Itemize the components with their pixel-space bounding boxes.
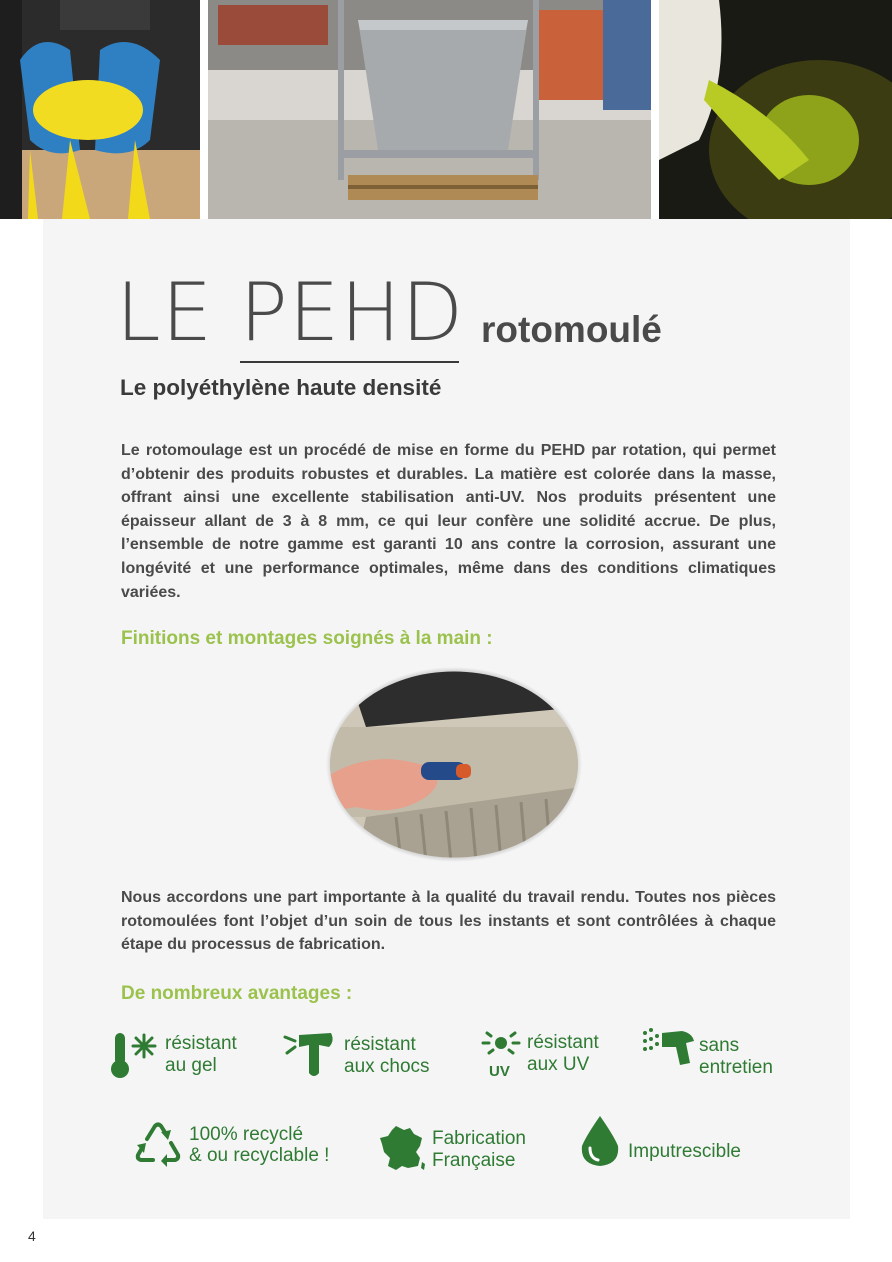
finitions-heading: Finitions et montages soignés à la main : [121, 628, 493, 649]
advantage-label: & ou recyclable ! [189, 1145, 330, 1166]
advantage-label: résistant [165, 1033, 237, 1054]
advantage-label: aux chocs [344, 1056, 430, 1077]
advantage-recyclable [133, 1121, 363, 1181]
uv-icon-text: UV [489, 1063, 510, 1080]
france-map-icon [378, 1124, 426, 1172]
advantage-label: aux UV [527, 1054, 590, 1075]
advantage-maintenance-free [642, 1027, 792, 1087]
advantages-heading: De nombreux avantages : [121, 983, 353, 1004]
advantage-label: entretien [699, 1057, 773, 1078]
advantage-label: au gel [165, 1055, 217, 1076]
advantage-label: résistant [527, 1032, 599, 1053]
quality-paragraph: Nous accordons une part importante à la qualité du travail rendu. Toutes nos pièces rotomoulées font l’objet d’un soin de tous les instants et sont contrôlées à chaque étape du processus de fabrication. [121, 889, 776, 954]
hammer-icon [283, 1031, 338, 1081]
advantage-rot-proof [578, 1114, 768, 1174]
advantage-label: Imputrescible [628, 1141, 741, 1162]
photo-hand-finishing [326, 667, 582, 862]
photo-green-powder-mold [659, 0, 892, 219]
advantage-label: Fabrication [432, 1128, 526, 1149]
sun-uv-icon [481, 1031, 526, 1081]
advantage-label: sans [699, 1035, 740, 1056]
header-photo-strip [0, 0, 892, 219]
page-number: 4 [28, 1228, 36, 1244]
water-drop-icon [578, 1114, 622, 1168]
title-main: LE PEHD [116, 266, 465, 359]
intro-paragraph: Le rotomoulage est un procédé de mise en forme du PEHD par rotation, qui permet d’obtenir des produits robustes et durables. La matière est colorée dans la masse, offrant ainsi une excellente stabilisation anti-UV. Nos produits présentent une épaisseur allant de 3 à 8 mm, ce qui leur confère une solidité accrue. De plus, l’ensemble de notre gamme est garanti 10 ans contre la corrosion, assurant une longévité et une performance optimales, même dans des conditions climatiques variées. [121, 442, 776, 601]
spray-gun-icon [642, 1027, 698, 1077]
advantage-frost-resistant [110, 1031, 260, 1091]
recycle-icon [133, 1121, 183, 1171]
photo-metal-tank-warehouse [208, 0, 651, 219]
advantage-uv-resistant [481, 1031, 631, 1091]
page-subtitle: Le polyéthylène haute densité [120, 375, 442, 400]
advantage-label: 100% recyclé [189, 1124, 304, 1145]
title-underline [240, 361, 459, 363]
advantage-impact-resistant [283, 1031, 453, 1091]
advantage-label: Française [432, 1150, 516, 1171]
photo-yellow-powder-hands [0, 0, 200, 219]
title-sub: rotomoulé [481, 309, 662, 350]
advantage-label: résistant [344, 1034, 416, 1055]
thermometer-snowflake-icon [110, 1031, 160, 1081]
page-title [116, 268, 816, 368]
advantage-made-in-france [378, 1124, 548, 1184]
